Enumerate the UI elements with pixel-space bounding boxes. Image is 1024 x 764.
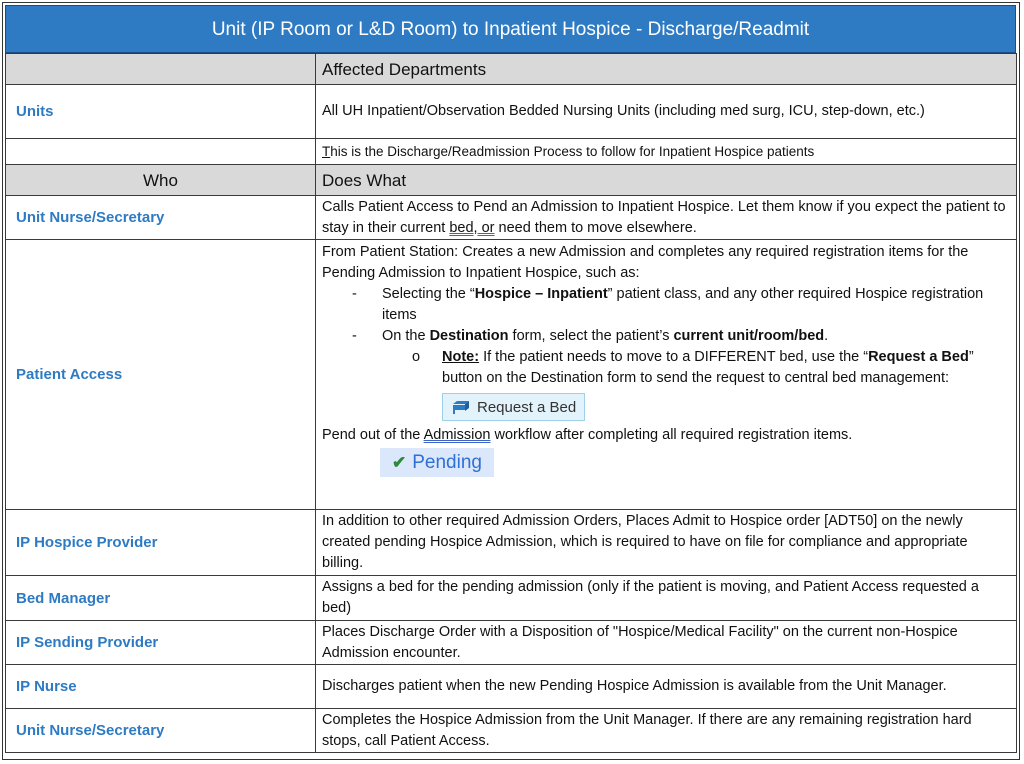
table-row [6, 621, 1017, 665]
bold-text: Request a Bed [868, 349, 969, 365]
text-segment: ” button on the Destination form to send the request to central bed management: [442, 349, 974, 386]
does-what-cell: Assigns a bed for the pending admission (only if the patient is moving, and Patient Access requested a bed) [316, 576, 1017, 621]
text-segment: need them to move elsewhere. [494, 219, 697, 236]
process-note-first-letter: T [322, 144, 331, 159]
workflow-table [5, 53, 1017, 753]
affected-departments-header: Affected Departments [316, 54, 1017, 85]
who-cell: IP Sending Provider [6, 621, 316, 665]
process-note [316, 139, 1017, 165]
spellcheck-marked-text: Admission [423, 427, 491, 443]
empty-cell [6, 139, 316, 165]
does-what-cell [316, 240, 1017, 510]
list-item [352, 284, 1010, 326]
who-cell: IP Hospice Provider [6, 510, 316, 576]
does-what-cell: Discharges patient when the new Pending Hospice Admission is available from the Unit Manager. [316, 665, 1017, 709]
text-segment: On the [382, 328, 430, 344]
who-header: Who [6, 165, 316, 196]
sub-list [382, 347, 1010, 389]
table-row [6, 196, 1017, 240]
bold-text: current unit/room/bed [673, 328, 825, 344]
intro-text: From Patient Station: Creates a new Admission and completes any required registration items for the Pending Admission to Inpatient Hospice, such as: [322, 244, 969, 281]
request-a-bed-label: Request a Bed [477, 398, 577, 416]
bold-text: Hospice – Inpatient [474, 286, 608, 302]
text-segment: . [824, 328, 829, 344]
note-label: Note: [442, 349, 480, 365]
table-row [6, 576, 1017, 621]
text-segment: form, select the patient’s [508, 328, 674, 344]
does-what-cell: Places Discharge Order with a Disposition of "Hospice/Medical Facility" on the current non-Hospice Admission encounter. [316, 621, 1017, 665]
who-cell: Bed Manager [6, 576, 316, 621]
table-row [6, 510, 1017, 576]
table-row [6, 240, 1017, 510]
text-segment: If the patient needs to move to a DIFFERENT bed, use the “ [479, 349, 869, 365]
bold-text: Destination [429, 328, 509, 344]
does-what-cell: Completes the Hospice Admission from the Unit Manager. If there are any remaining registration hard stops, call Patient Access. [316, 709, 1017, 753]
who-cell: Patient Access [6, 240, 316, 510]
text-segment: Calls Patient Access to Pend an Admission to Inpatient Hospice. Let them know if you expect the patient to stay in their current [322, 198, 1006, 236]
who-cell: Unit Nurse/Secretary [6, 196, 316, 240]
table-row [6, 709, 1017, 753]
list-item [412, 347, 1010, 389]
checkmark-icon: ✔ [392, 453, 407, 472]
does-what-cell: In addition to other required Admission Orders, Places Admit to Hospice order [ADT50] on the newly created pending Hospice Admission, which is required to have on file for compliance and appropriate billing. [316, 510, 1017, 576]
pend-instruction [322, 425, 1010, 446]
process-note-text: his is the Discharge/Readmission Process to follow for Inpatient Hospice patients [330, 144, 815, 159]
document-title: Unit (IP Room or L&D Room) to Inpatient Hospice - Discharge/Readmit [5, 5, 1016, 53]
pending-status-badge [380, 448, 494, 477]
text-segment: Selecting the “ [382, 286, 475, 302]
process-note-row [6, 139, 1017, 165]
text-segment: ” patient class, and any other required Hospice registration items [382, 286, 984, 323]
bed-icon [451, 400, 471, 414]
request-a-bed-button[interactable] [442, 393, 585, 421]
units-text: All UH Inpatient/Observation Bedded Nursing Units (including med surg, ICU, step-down, etc.) [316, 85, 1017, 139]
affected-departments-header-row [6, 54, 1017, 85]
table-row [6, 665, 1017, 709]
text-segment: workflow after completing all required registration items. [490, 427, 853, 443]
spellcheck-marked-text: bed, or [449, 219, 495, 236]
who-cell: IP Nurse [6, 665, 316, 709]
empty-header-cell [6, 54, 316, 85]
who-cell: Unit Nurse/Secretary [6, 709, 316, 753]
workflow-document [5, 5, 1016, 753]
units-row [6, 85, 1017, 139]
text-segment: Pend out of the [322, 427, 424, 443]
list-item [352, 326, 1010, 389]
who-does-what-header-row [6, 165, 1017, 196]
units-label: Units [6, 85, 316, 139]
steps-list [322, 284, 1010, 389]
does-what-header: Does What [316, 165, 1017, 196]
pending-label: Pending [412, 452, 482, 473]
does-what-cell [316, 196, 1017, 240]
